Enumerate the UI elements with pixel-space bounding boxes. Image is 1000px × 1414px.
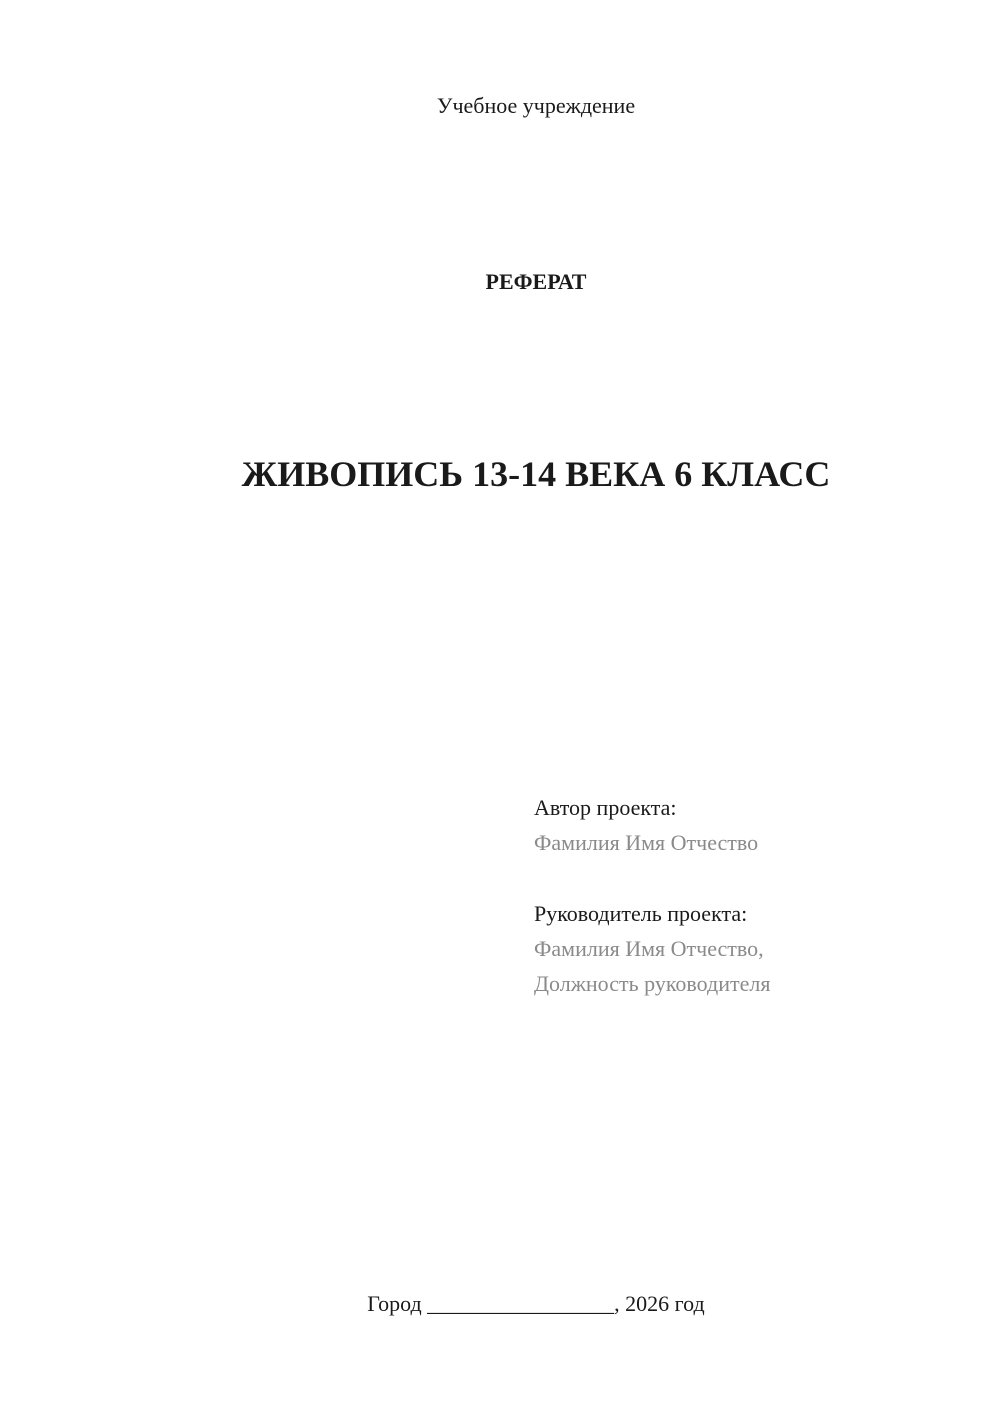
- city-year-line: Город _________________, 2026 год: [367, 1291, 705, 1316]
- supervisor-name: Фамилия Имя Отчество,: [534, 936, 764, 961]
- credits-block: [534, 790, 974, 1001]
- credits-spacer: [534, 860, 974, 896]
- supervisor-position: Должность руководителя: [534, 971, 771, 996]
- institution-name: Учебное учреждение: [436, 93, 636, 118]
- author-name: Фамилия Имя Отчество: [534, 830, 759, 855]
- document-type: РЕФЕРАТ: [485, 269, 587, 294]
- author-label: Автор проекта:: [534, 795, 677, 820]
- supervisor-label: Руководитель проекта:: [534, 901, 748, 926]
- document-title: ЖИВОПИСЬ 13-14 ВЕКА 6 КЛАСС: [241, 454, 831, 494]
